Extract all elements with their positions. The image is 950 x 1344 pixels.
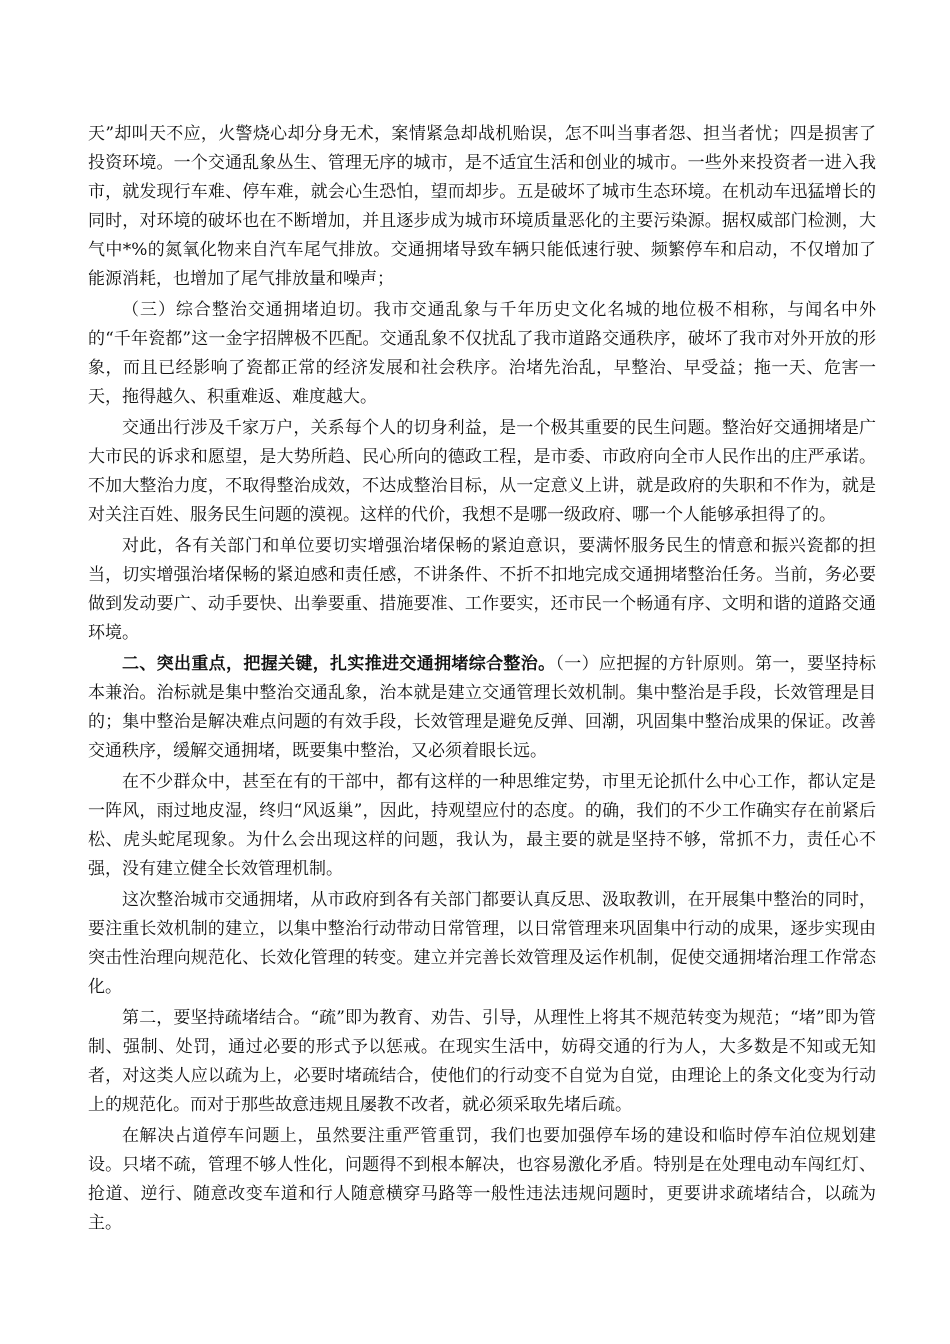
paragraph-3: 交通出行涉及千家万户，关系每个人的切身利益，是一个极其重要的民生问题。整治好交通拥堵是广大市民的诉求和愿望，是大势所趋、民心所向的德政工程，是市委、市政府向全市人民作出的庄严承诺。不加大整治力度，不取得整治成效，不达成整治目标，从一定意义上讲，就是政府的失职和不作为，就是对关注百姓、服务民生问题的漠视。这样的代价，我想不是哪一级政府、哪一个人能够承担得了的。 (88, 418, 876, 525)
paragraph-1: 天”却叫天不应，火警烧心却分身无术，案情紧急却战机贻误，怎不叫当事者怨、担当者忧；四是损害了投资环境。一个交通乱象丛生、管理无序的城市，是不适宜生活和创业的城市。一些外来投资者一进入我市，就发现行车难、停车难，就会心生恐怕，望而却步。五是破坏了城市生态环境。在机动车迅猛增长的同时，对环境的破坏也在不断增加，并且逐步成为城市环境质量恶化的主要污染源。据权威部门检测，大气中*%的氮氧化物来自汽车尾气排放。交通拥堵导致车辆只能低速行驶、频繁停车和启动，不仅增加了能源消耗，也增加了尾气排放量和噪声； (88, 124, 876, 289)
document-page (88, 120, 876, 1240)
paragraph-9: 在解决占道停车问题上，虽然要注重严管重罚，我们也要加强停车场的建设和临时停车泊位规划建设。只堵不疏，管理不够人性化，问题得不到根本解决，也容易激化矛盾。特别是在处理电动车闯红灯、抢道、逆行、随意改变车道和行人随意横穿马路等一般性违法违规问题时，更要讲求疏堵结合，以疏为主。 (88, 1126, 876, 1233)
paragraph-8: 第二，要坚持疏堵结合。“疏”即为教育、劝告、引导，从理性上将其不规范转变为规范；“堵”即为管制、强制、处罚，通过必要的形式予以惩戒。在现实生活中，妨碍交通的行为人，大多数是不知或无知者，对这类人应以疏为上，必要时堵疏结合，使他们的行动变不自觉为自觉，由理论上的条文化变为行动上的规范化。而对于那些故意违规且屡教不改者，就必须采取先堵后疏。 (88, 1008, 876, 1115)
paragraph-4: 对此，各有关部门和单位要切实增强治堵保畅的紧迫意识，要满怀服务民生的情意和振兴瓷都的担当，切实增强治堵保畅的紧迫感和责任感，不讲条件、不折不扣地完成交通拥堵整治任务。当前，务必要做到发动要广、动手要快、出拳要重、措施要准、工作要实，还市民一个畅通有序、文明和谐的道路交通环境。 (88, 536, 876, 643)
paragraph-5-body: （一）应把握的方针原则。第一，要坚持标本兼治。治标就是集中整治交通乱象，治本就是建立交通管理长效机制。集中整治是手段，长效管理是目的；集中整治是解决难点问题的有效手段，长效管理是避免反弹、回潮，巩固集中整治成果的保证。改善交通秩序，缓解交通拥堵，既要集中整治，又必须着眼长远。 (88, 654, 877, 761)
section-heading: 二、突出重点，把握关键，扎实推进交通拥堵综合整治。 (122, 654, 556, 674)
paragraph-2: （三）综合整治交通拥堵迫切。我市交通乱象与千年历史文化名城的地位极不相称，与闻名中外的“千年瓷都”这一金字招牌极不匹配。交通乱象不仅扰乱了我市道路交通秩序，破坏了我市对外开放的形象，而且已经影响了瓷都正常的经济发展和社会秩序。治堵先治乱，早整治、早受益；拖一天、危害一天，拖得越久、积重难返、难度越大。 (88, 300, 876, 407)
paragraph-5 (88, 650, 876, 766)
paragraph-7: 这次整治城市交通拥堵，从市政府到各有关部门都要认真反思、汲取教训，在开展集中整治的同时，要注重长效机制的建立，以集中整治行动带动日常管理，以日常管理来巩固集中行动的成果，逐步实现由突击性治理向规范化、长效化管理的转变。建立并完善长效管理及运作机制，促使交通拥堵治理工作常态化。 (88, 890, 876, 997)
paragraph-6: 在不少群众中，甚至在有的干部中，都有这样的一种思维定势，市里无论抓什么中心工作，都认定是一阵风，雨过地皮湿，终归“风返巢”，因此，持观望应付的态度。的确，我们的不少工作确实存在前紧后松、虎头蛇尾现象。为什么会出现这样的问题，我认为，最主要的就是坚持不够，常抓不力，责任心不强，没有建立健全长效管理机制。 (88, 772, 876, 879)
